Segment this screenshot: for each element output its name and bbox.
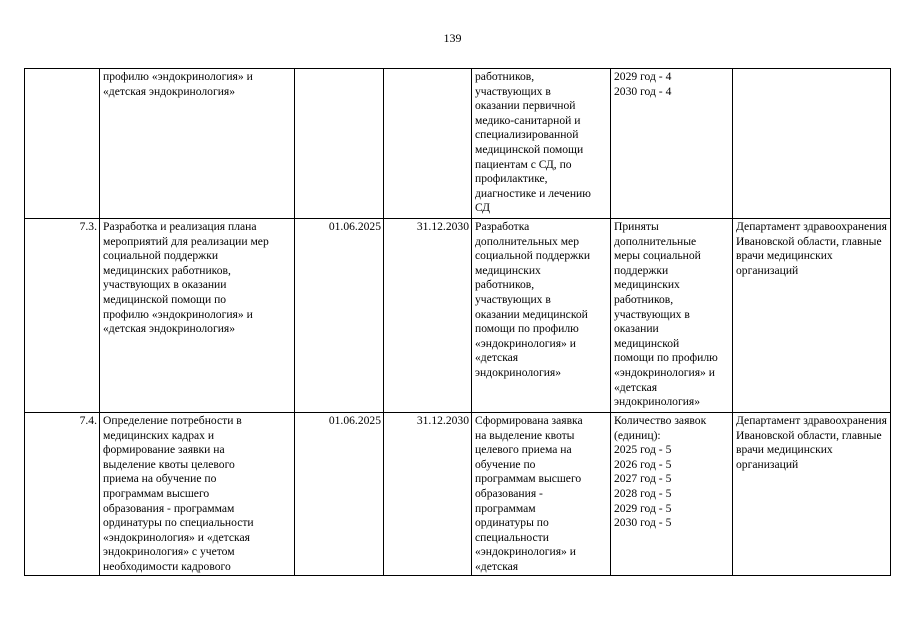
text-line: Количество заявок [614,414,707,427]
indicator-cell [611,69,733,219]
text-line: 2030 год - 4 [614,84,672,98]
text-line: программам [475,501,536,515]
text-line: выделение квоты целевого [103,457,235,471]
text-line: участвующих в [475,292,551,306]
text-line: помощи по профилю [614,351,718,365]
start-date: 01.06.2025 [295,219,384,413]
text-line: специальности [475,530,549,544]
item-number: 7.4. [25,413,100,576]
text-line: эндокринология» с учетом [103,545,235,559]
table-row [25,69,891,219]
text-line: СД [475,201,491,215]
item-number [25,69,100,219]
result-cell [472,413,611,576]
text-line: 2029 год - 5 [614,501,672,515]
text-line: «детская эндокринология» [103,84,236,98]
responsible-cell [733,413,891,576]
text-line: «детская [614,380,658,394]
text-line: обучение по [475,457,536,471]
text-line: медицинских [614,278,680,292]
text-line: медицинских [475,263,541,277]
end-date: 31.12.2030 [384,219,472,413]
page-number: 139 [443,31,462,45]
text-line: необходимости кадрового [103,559,231,573]
text-line: 2027 год - 5 [614,472,672,486]
result-cell [472,219,611,413]
result-cell [472,69,611,219]
text-line: Разработка [475,220,530,233]
table-row [25,219,891,413]
text-line: Сформирована заявка [475,414,583,427]
text-line: Ивановской области, главные [736,234,882,248]
text-line: 2028 год - 5 [614,486,672,500]
text-line: Ивановской области, главные [736,428,882,442]
text-line: врачи медицинских [736,249,833,263]
text-line: пациентам с СД, по [475,157,572,171]
activity-cell [100,69,295,219]
text-line: «детская эндокринология» [103,322,236,336]
text-line: Определение потребности в [103,414,242,427]
text-line: социальной поддержки [103,249,219,263]
text-line: дополнительные [614,234,697,248]
text-line: Разработка и реализация плана [103,220,257,233]
text-line: «детская [475,351,519,365]
text-line: «эндокринология» и [614,365,715,379]
text-line: на выделение квоты [475,428,575,442]
text-line: специализированной [475,128,579,142]
text-line: профилю «эндокринология» и [103,307,253,321]
text-line: участвующих в [614,307,690,321]
responsible-cell [733,219,891,413]
text-line: приема на обучение по [103,472,217,486]
table-row [25,413,891,576]
text-line: эндокринология» [475,365,562,379]
text-line: целевого приема на [475,443,572,457]
text-line: диагностике и лечению [475,186,591,200]
text-line: ординатуры по специальности [103,516,254,530]
text-line: медицинской помощи [475,142,584,156]
text-line: социальной поддержки [475,249,591,263]
activity-cell [100,219,295,413]
text-line: ординатуры по [475,516,549,530]
text-line: организаций [736,457,799,471]
responsible-cell [733,69,891,219]
text-line: эндокринология» [614,395,701,409]
text-line: 2030 год - 5 [614,516,672,530]
text-line: «эндокринология» и «детская [103,530,250,544]
indicator-cell [611,413,733,576]
text-line: организаций [736,263,799,277]
text-line: «эндокринология» и [475,336,576,350]
text-line: дополнительных мер [475,234,579,248]
text-line: профилактике, [475,172,548,186]
text-line: медико-санитарной и [475,113,581,127]
text-line: помощи по профилю [475,322,579,336]
text-line: Департамент здравоохранения [736,220,887,233]
text-line: медицинских кадрах и [103,428,215,442]
text-line: медицинских работников, [103,263,231,277]
text-line: поддержки [614,263,669,277]
text-line: программам высшего [103,486,210,500]
text-line: программам высшего [475,472,582,486]
text-line: участвующих в [475,84,551,98]
activity-cell [100,413,295,576]
text-line: работников, [614,292,674,306]
end-date: 31.12.2030 [384,413,472,576]
text-line: медицинской [614,336,680,350]
end-date [384,69,472,219]
start-date [295,69,384,219]
text-line: оказании первичной [475,99,576,113]
text-line: оказании [614,322,659,336]
text-line: образования - программам [103,501,235,515]
text-line: 2025 год - 5 [614,443,672,457]
text-line: работников, [475,70,535,83]
text-line: меры социальной [614,249,701,263]
text-line: 2029 год - 4 [614,70,672,83]
text-line: формирование заявки на [103,443,225,457]
text-line: Приняты [614,220,659,233]
text-line: Департамент здравоохранения [736,414,887,427]
text-line: врачи медицинских [736,443,833,457]
text-line: мероприятий для реализации мер [103,234,269,248]
text-line: (единиц): [614,428,661,442]
text-line: работников, [475,278,535,292]
text-line: «эндокринология» и [475,545,576,559]
text-line: оказании медицинской [475,307,588,321]
indicator-cell [611,219,733,413]
text-line: профилю «эндокринология» и [103,70,253,83]
text-line: участвующих в оказании [103,278,227,292]
start-date: 01.06.2025 [295,413,384,576]
text-line: медицинской помощи по [103,292,227,306]
activity-table [24,68,891,576]
text-line: 2026 год - 5 [614,457,672,471]
text-line: образования - [475,486,543,500]
text-line: «детская [475,559,519,573]
item-number: 7.3. [25,219,100,413]
